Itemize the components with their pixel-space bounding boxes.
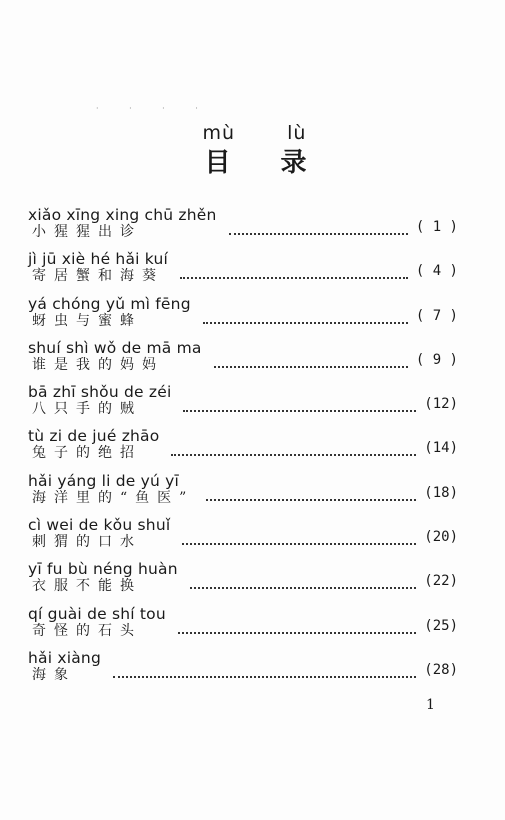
toc-entry-pinyin: tù zi de jué zhāo	[28, 427, 160, 446]
toc-entry	[28, 516, 458, 560]
toc-entry-pinyin: bā zhī shǒu de zéi	[28, 383, 172, 402]
toc-entry	[28, 427, 458, 471]
toc-entry	[28, 383, 458, 427]
title-hanzi-2: 录	[280, 148, 307, 178]
dot-leader	[178, 622, 416, 634]
dot-leader	[171, 444, 416, 456]
toc-entry-page: (20)	[424, 529, 458, 546]
toc-entry	[28, 250, 458, 294]
toc-entry-pinyin: jì jū xiè hé hǎi kuí	[28, 250, 169, 269]
title-hanzi	[6, 142, 505, 179]
toc-entry	[28, 339, 458, 383]
toc-entry-pinyin: yá chóng yǔ mì fēng	[28, 294, 191, 313]
title-pinyin-2: lù	[287, 122, 307, 144]
toc-entry-hanzi: 小猩猩出诊	[32, 224, 142, 240]
dot-leader	[206, 489, 416, 501]
toc-list	[28, 206, 458, 693]
toc-entry-pinyin: xiǎo xīng xing chū zhěn	[28, 206, 217, 224]
toc-entry-page: (18)	[424, 484, 458, 501]
toc-entry-page: (28)	[424, 661, 458, 678]
toc-entry-hanzi: 寄居蟹和海葵	[32, 268, 164, 285]
toc-entry	[28, 472, 458, 516]
toc-entry-hanzi: 奇怪的石头	[32, 622, 142, 639]
toc-entry-hanzi: 蚜虫与蜜蜂	[32, 312, 142, 329]
toc-entry-pinyin: qí guài de shí tou	[28, 604, 166, 623]
toc-entry	[28, 605, 458, 649]
toc-entry-page: (25)	[424, 617, 458, 634]
dot-leader	[203, 312, 408, 324]
toc-entry-title	[28, 649, 101, 683]
dot-leader	[180, 267, 408, 279]
toc-entry-hanzi: 海象	[32, 666, 76, 683]
toc-entry-title	[28, 383, 171, 417]
toc-entry-title	[28, 427, 159, 461]
toc-entry-page: (22)	[424, 573, 458, 590]
title-pinyin-1: mù	[202, 122, 236, 144]
toc-entry-title	[28, 472, 194, 506]
toc-entry-title	[28, 605, 166, 639]
toc-entry-hanzi: 海洋里的“鱼医”	[32, 489, 195, 506]
toc-entry-hanzi: 八只手的贼	[32, 401, 142, 418]
toc-entry-pinyin: hǎi yáng li de yú yī	[28, 471, 180, 490]
toc-entry-title	[28, 295, 191, 329]
toc-title	[0, 122, 505, 179]
toc-entry-hanzi: 衣服不能换	[32, 578, 142, 595]
toc-entry-hanzi: 谁是我的妈妈	[32, 356, 164, 373]
toc-entry-page: (14)	[424, 440, 458, 457]
toc-entry-hanzi: 刺猬的口水	[32, 534, 142, 551]
dot-leader	[190, 577, 416, 589]
toc-entry-title	[28, 206, 217, 240]
dot-leader	[214, 356, 408, 368]
dot-leader	[229, 223, 408, 235]
dot-leader	[113, 666, 416, 678]
toc-entry-hanzi: 兔子的绝招	[32, 445, 142, 462]
toc-entry-page: (12)	[424, 396, 458, 413]
dot-leader	[183, 400, 416, 412]
toc-entry-page: ( 4 )	[415, 263, 458, 280]
toc-entry	[28, 649, 458, 693]
toc-entry-pinyin: shuí shì wǒ de mā ma	[28, 338, 202, 357]
toc-entry-page: ( 1 )	[415, 219, 458, 235]
toc-entry	[28, 560, 458, 604]
toc-entry-page: ( 7 )	[415, 307, 458, 324]
toc-entry	[28, 206, 458, 250]
print-specks: · · · ·	[96, 104, 212, 113]
page-number: 1	[426, 697, 435, 713]
toc-entry-title	[28, 516, 170, 550]
toc-entry-title	[28, 560, 178, 594]
dot-leader	[182, 533, 416, 545]
toc-entry-title	[28, 339, 202, 373]
toc-entry-pinyin: yī fu bù néng huàn	[28, 560, 178, 579]
toc-entry-page: ( 9 )	[415, 351, 458, 368]
title-hanzi-1: 目	[204, 148, 231, 178]
title-pinyin	[4, 122, 505, 144]
toc-entry-pinyin: cì wei de kǒu shuǐ	[28, 516, 171, 535]
toc-entry-title	[28, 250, 168, 284]
toc-entry-pinyin: hǎi xiàng	[28, 648, 101, 667]
toc-entry	[28, 295, 458, 339]
